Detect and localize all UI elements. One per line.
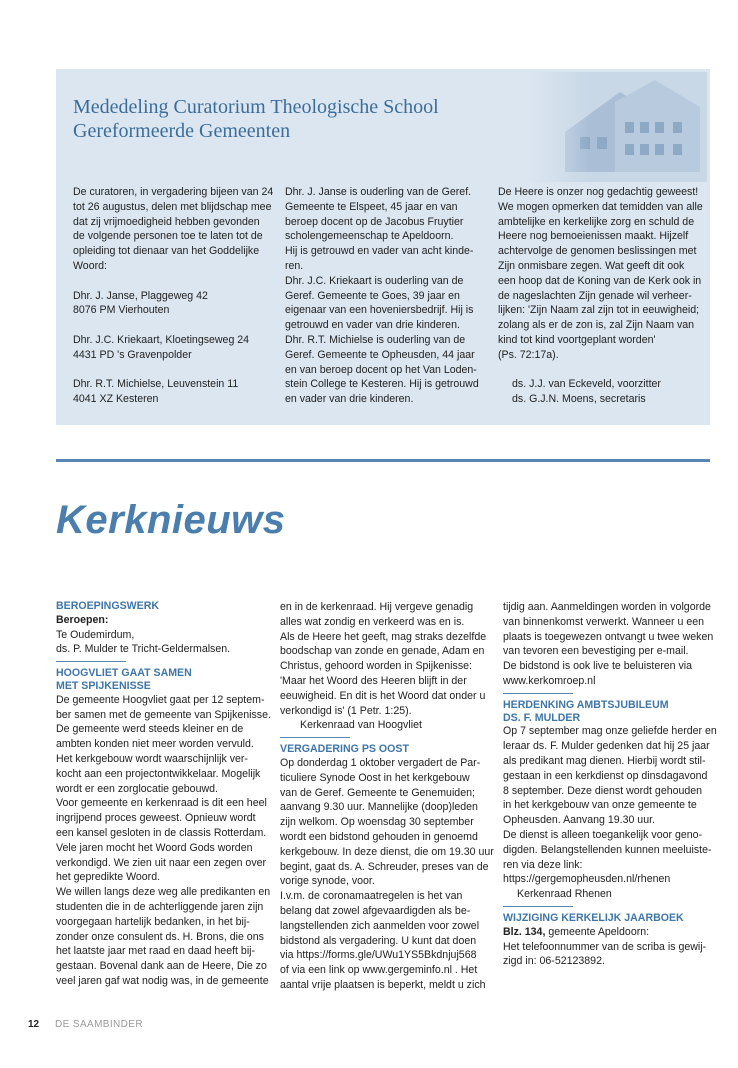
address-line: Dhr. J.C. Kriekaart, Kloetingseweg 24 — [73, 333, 250, 346]
text-line: in het kerkgebouw van onze gemeente te — [503, 799, 697, 812]
text-line: Te Oudemirdum, — [56, 628, 135, 641]
text-line: scholengemeenschap te Apeldoorn. — [285, 230, 454, 243]
text-line: de volgende personen toe te laten tot de — [73, 230, 263, 243]
text-line: Op 7 september mag onze geliefde herder en — [503, 725, 717, 738]
text-line: Op donderdag 1 oktober vergadert de Par- — [280, 756, 481, 769]
text-line: Geref. Gemeente te Goes, 39 jaar en — [285, 289, 460, 302]
text-line: Hij is getrouwd en vader van acht kinde- — [285, 245, 474, 258]
text-line: stein College te Kesteren. Hij is getrouwd — [285, 378, 479, 391]
heading-beroepingswerk: BEROEPINGSWERK — [56, 600, 160, 612]
text-line: Geref. Gemeente te Opheusden, 44 jaar — [285, 348, 475, 361]
text-line: aanvang 9.30 uur. Mannelijke (doop)leden — [280, 801, 478, 814]
text-line: zonder onze consulent ds. H. Brons, die ons — [56, 930, 264, 943]
text-line: van tevoren een bevestiging per e-mail. — [503, 645, 689, 658]
text-line: ds. P. Mulder te Tricht-Geldermalsen. — [56, 643, 231, 656]
text-line: als predikant mag dienen. Hierbij wordt stil- — [503, 754, 706, 767]
text-line: Christus, gehoord worden in Spijkenisse: — [280, 660, 472, 673]
kerkomroep-link[interactable]: www.kerkomroep.nl — [503, 674, 596, 687]
signature-hoogvliet: Kerkenraad van Hoogvliet — [300, 719, 422, 732]
text-line: van binnenkomst verwerkt. Wanneer u een — [503, 615, 704, 628]
text-line: eigenaar van een hoveniersbedrijf. Hij is — [285, 304, 474, 317]
announcement-title-line2: Gereformeerde Gemeenten — [73, 120, 291, 142]
text-line: plaats is toegewezen ontvangt u twee weken — [503, 630, 714, 643]
text-line: of via een link op www.gergeminfo.nl . Het — [280, 964, 478, 977]
text-line: tijdig aan. Aanmeldingen worden in volgorde — [503, 601, 711, 613]
text-line: leraar ds. F. Mulder gedenken dat hij 25 jaar — [503, 740, 710, 753]
text-line: Opheusden. Aanvang 19.30 uur. — [503, 814, 655, 827]
text-line: De bidstond is ook live te beluisteren via — [503, 660, 693, 673]
page-ref: Blz. 134, — [503, 925, 546, 938]
announcement-column-1 — [73, 185, 278, 407]
text-line: wordt er een zorglocatie gebouwd. — [56, 782, 218, 795]
text-line: Heere nog bemoeienissen maakt. Hijzelf — [498, 230, 689, 243]
text-line: en in de kerkenraad. Hij vergeve genadig — [280, 601, 474, 613]
text-line: belang dat zowel afgevaardigden als be- — [280, 904, 471, 917]
label-beroepen: Beroepen: — [56, 613, 109, 626]
text-line: de nageslachten Zijn genade wil verheer- — [498, 289, 692, 302]
text-line: De gemeente werd steeds kleiner en de — [56, 723, 244, 736]
text-line: zolang als er de zon is, zal Zijn Naam van — [498, 319, 695, 332]
text-line: De Heere is onzer nog gedachtig geweest! — [498, 186, 699, 198]
text-line: boodschap van zonde en genade, Adam en — [280, 645, 485, 658]
text-line: wordt een bidstond gehouden in genoemd — [280, 830, 478, 843]
announcement-column-3 — [498, 185, 708, 407]
signature-line: ds. J.J. van Eckeveld, voorzitter — [512, 378, 661, 391]
text-line: Het kerkgebouw wordt waarschijnlijk ver- — [56, 752, 248, 765]
text-line: achtervolge de genomen beslissingen met — [498, 245, 697, 258]
text-line: van de Geref. Gemeente te Genemuiden; — [280, 786, 475, 799]
text-line: kocht aan een projectontwikkelaar. Mogelijk — [56, 767, 261, 780]
text-line: aantal vrije plaatsen is beperkt, meldt u zich — [280, 978, 486, 991]
text-line: Dhr. J.C. Kriekaart is ouderling van de — [285, 274, 464, 287]
text-line: Dhr. J. Janse is ouderling van de Geref. — [285, 186, 472, 198]
text-line: eeuwigheid. En dit is het Woord dat onder u — [280, 689, 486, 702]
text-line: ren. — [285, 259, 304, 272]
section-divider — [56, 459, 710, 462]
text-line: zigd in: 06-52123892. — [503, 955, 605, 968]
address-line: 4041 XZ Kesteren — [73, 393, 159, 406]
text-line: een kansel gesloten in de classis Rotterdam. — [56, 826, 267, 839]
text-line: kerkgebouw. In deze dienst, die om 19.30 uur — [280, 845, 494, 858]
signature-rhenen: Kerkenraad Rhenen — [517, 888, 612, 901]
news-column-2 — [280, 600, 495, 993]
text-line: Dhr. R.T. Michielse is ouderling van de — [285, 333, 466, 346]
signature-line: ds. G.J.N. Moens, secretaris — [512, 393, 646, 406]
separator — [280, 737, 350, 738]
text-line: verkondigd. We zien uit naar een zegen over — [56, 856, 267, 869]
text-line: gestaan. Bovenal dank aan de Heere, Die zo — [56, 960, 267, 973]
text-line: beroep docent op de Jacobus Fruytier — [285, 215, 464, 228]
text-line: ber samen met de gemeente van Spijkenisse. — [56, 708, 271, 721]
text-line: ambtelijke en kerkelijke zorg en schuld de — [498, 215, 695, 228]
text-line: vorige synode, voor. — [280, 875, 375, 888]
text-line: veel jaren gaf wat nodig was, in de gemeente — [56, 974, 269, 987]
text-line: digden. Belangstellenden kunnen meeluiste- — [503, 843, 712, 856]
text-line: ambten konden niet meer worden vervuld. — [56, 738, 254, 751]
text-line: De gemeente Hoogvliet gaat per 12 septem- — [56, 693, 265, 706]
text-line: tot 26 augustus, delen met blijdschap mee — [73, 200, 272, 213]
text-line: begint, gaat ds. A. Schreuder, preses van de — [280, 860, 489, 873]
text-line: bidstond als vergadering. U kunt dat doen — [280, 934, 477, 947]
text-line: verkondigd is' (1 Petr. 1:25). — [280, 704, 412, 717]
text-line: alles wat zondig en verkeerd was en is. — [280, 615, 465, 628]
heading-jaarboek: WIJZIGING KERKELIJK JAARBOEK — [503, 911, 684, 924]
separator — [503, 693, 573, 694]
text-line: De curatoren, in vergadering bijeen van 24 — [73, 186, 274, 198]
text-line: opleiding tot dienaar van het Goddelijke — [73, 245, 260, 258]
separator — [503, 906, 573, 907]
page-number: 12 — [28, 1019, 40, 1030]
heading-ps-oost: VERGADERING PS OOST — [280, 743, 409, 756]
text-line: lijken: 'Zijn Naam zal zijn tot in eeuwigheid; — [498, 304, 700, 317]
text-line: dat zij vrijmoedigheid hebben gevonden — [73, 215, 260, 228]
text-line: I.v.m. de coronamaatregelen is het van — [280, 890, 463, 903]
congregation: gemeente Apeldoorn: — [545, 925, 650, 938]
text-line: langstellenden zich aanmelden voor zowel — [280, 919, 480, 932]
text-line: zijn welkom. Op woensdag 30 september — [280, 816, 474, 829]
address-line: 4431 PD 's Gravenpolder — [73, 348, 192, 361]
text-line: 'Maar het Woord des Heeren blijft in der — [280, 674, 467, 687]
announcement-column-2 — [285, 185, 490, 407]
text-line: ingrijpend proces geweest. Opnieuw wordt — [56, 812, 256, 825]
heading-mulder-1: HERDENKING AMBTSJUBILEUM — [503, 698, 669, 711]
text-line: een hoop dat de Koning van de Kerk ook in — [498, 274, 702, 287]
text-line: (Ps. 72:17a). — [498, 348, 559, 361]
news-column-1 — [56, 600, 271, 989]
text-line: en vader van drie kinderen. — [285, 393, 414, 406]
text-line: het laatste jaar met raad en daad heeft bij- — [56, 945, 256, 958]
text-line: studenten die in de achterliggende jaren zijn — [56, 900, 264, 913]
announcement-title — [73, 95, 533, 143]
heading-hoogvliet-1: HOOGVLIET GAAT SAMEN — [56, 667, 192, 680]
news-column-3 — [503, 600, 718, 969]
text-line: Woord: — [73, 259, 107, 272]
text-line: getrouwd en vader van drie kinderen. — [285, 319, 460, 332]
address-line: 8076 PM Vierhouten — [73, 304, 170, 317]
text-line: Vele jaren mocht het Woord Gods worden — [56, 841, 253, 854]
text-line: ticuliere Synode Oost in het kerkgebouw — [280, 771, 470, 784]
text-line: Als de Heere het geeft, mag straks dezelfde — [280, 630, 487, 643]
text-line: het gepredikte Woord. — [56, 871, 161, 884]
separator — [56, 661, 126, 662]
text-line: De dienst is alleen toegankelijk voor geno- — [503, 828, 703, 841]
text-line: Gemeente te Elspeet, 45 jaar en van — [285, 200, 458, 213]
jaarboek-ref — [503, 925, 718, 940]
address-line: Dhr. R.T. Michielse, Leuvenstein 11 — [73, 378, 239, 391]
form-link[interactable]: via https://forms.gle/UWu1YS5Bkdnjuj568 — [280, 949, 477, 962]
opheusden-link[interactable]: https://gergemopheusden.nl/rhenen — [503, 873, 671, 886]
heading-hoogvliet-2: MET SPIJKENISSE — [56, 679, 151, 692]
text-line: voorgegaan hartelijk bedanken, in het bij- — [56, 915, 250, 928]
section-title: Kerknieuws — [56, 498, 286, 542]
address-line: Dhr. J. Janse, Plaggeweg 42 — [73, 289, 208, 302]
announcement-title-line1: Mededeling Curatorium Theologische School — [73, 96, 439, 118]
text-line: 8 september. Deze dienst wordt gehouden — [503, 784, 703, 797]
text-line: gestaan in een kerkdienst op dinsdagavond — [503, 769, 708, 782]
text-line: ren via deze link: — [503, 858, 583, 871]
text-line: Zijn onmisbare zegen. Wat geeft dit ook — [498, 259, 685, 272]
text-line: Het telefoonnummer van de scriba is gewij- — [503, 940, 707, 953]
text-line: We mogen opmerken dat temidden van alle — [498, 200, 703, 213]
text-line: We willen langs deze weg alle predikanten en — [56, 886, 271, 899]
text-line: en van beroep docent op het Van Loden- — [285, 363, 477, 376]
seminary-building-photo — [525, 72, 707, 182]
magazine-name: DE SAAMBINDER — [55, 1019, 143, 1030]
text-line: Voor gemeente en kerkenraad is dit een heel — [56, 797, 267, 810]
text-line: kind tot kind voortgeplant worden' — [498, 333, 656, 346]
heading-mulder-2: DS. F. MULDER — [503, 711, 581, 724]
